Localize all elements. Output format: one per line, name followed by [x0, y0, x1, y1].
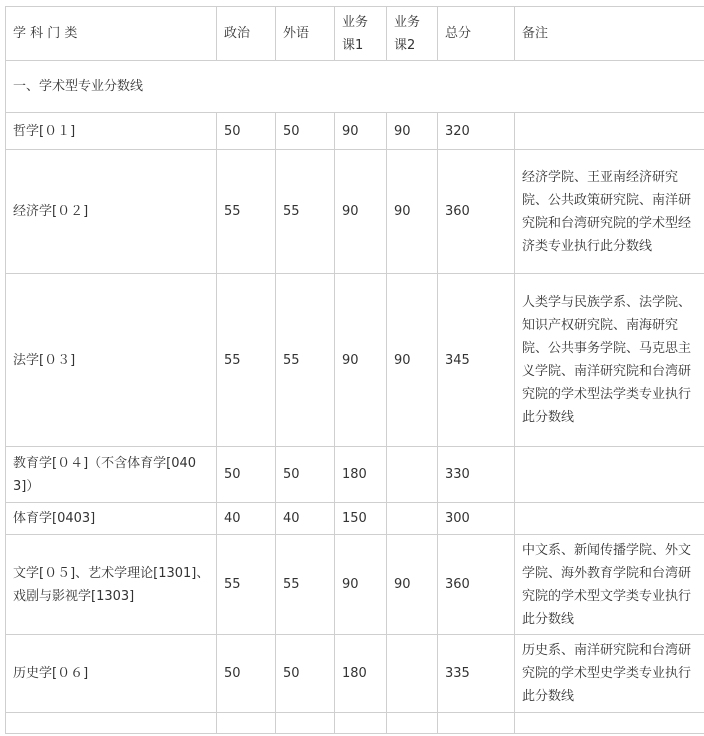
note-cell: [515, 113, 704, 150]
empty-cell: [276, 713, 335, 734]
empty-cell: [217, 713, 276, 734]
course2-cell: 90: [387, 274, 438, 447]
foreign-language-cell: 55: [276, 150, 335, 274]
politics-cell: 40: [217, 503, 276, 535]
empty-cell: [438, 713, 515, 734]
table-row: [6, 535, 704, 635]
politics-cell: 55: [217, 535, 276, 635]
header-course2: 业务课2: [387, 7, 438, 61]
discipline-cell: 体育学[0403]: [6, 503, 217, 535]
note-cell: 历史系、南洋研究院和台湾研究院的学术型史学类专业执行此分数线: [515, 635, 704, 713]
discipline-cell: 教育学[０４]（不含体育学[0403]）: [6, 447, 217, 503]
header-politics: 政治: [217, 7, 276, 61]
course2-cell: 90: [387, 535, 438, 635]
table-row: [6, 274, 704, 447]
score-table: [5, 6, 704, 734]
foreign-language-cell: 55: [276, 535, 335, 635]
empty-cell: [6, 713, 217, 734]
total-cell: 360: [438, 535, 515, 635]
discipline-cell: 法学[０３]: [6, 274, 217, 447]
course2-cell: [387, 635, 438, 713]
total-cell: 300: [438, 503, 515, 535]
header-total: 总分: [438, 7, 515, 61]
table-row: [6, 447, 704, 503]
total-cell: 345: [438, 274, 515, 447]
empty-cell: [515, 713, 704, 734]
course1-cell: 180: [335, 635, 387, 713]
course1-cell: 90: [335, 535, 387, 635]
table-row: [6, 150, 704, 274]
header-row: [6, 7, 704, 61]
course1-cell: 150: [335, 503, 387, 535]
table-row: [6, 503, 704, 535]
politics-cell: 50: [217, 635, 276, 713]
note-cell: 经济学院、王亚南经济研究院、公共政策研究院、南洋研究院和台湾研究院的学术型经济类专业执行此分数线: [515, 150, 704, 274]
empty-cell: [335, 713, 387, 734]
note-cell: [515, 447, 704, 503]
note-cell: [515, 503, 704, 535]
foreign-language-cell: 40: [276, 503, 335, 535]
section-row: [6, 61, 704, 113]
header-course1: 业务课1: [335, 7, 387, 61]
header-foreign-language: 外语: [276, 7, 335, 61]
table-row: [6, 113, 704, 150]
total-cell: 330: [438, 447, 515, 503]
note-cell: 中文系、新闻传播学院、外文学院、海外教育学院和台湾研究院的学术型文学类专业执行此分数线: [515, 535, 704, 635]
foreign-language-cell: 55: [276, 274, 335, 447]
foreign-language-cell: 50: [276, 635, 335, 713]
foreign-language-cell: 50: [276, 447, 335, 503]
empty-cell: [387, 713, 438, 734]
course1-cell: 90: [335, 150, 387, 274]
total-cell: 335: [438, 635, 515, 713]
politics-cell: 50: [217, 447, 276, 503]
header-discipline: 学 科 门 类: [6, 7, 217, 61]
course2-cell: [387, 447, 438, 503]
foreign-language-cell: 50: [276, 113, 335, 150]
section-title: 一、学术型专业分数线: [6, 61, 704, 113]
discipline-cell: 哲学[０１]: [6, 113, 217, 150]
politics-cell: 50: [217, 113, 276, 150]
discipline-cell: 文学[０５]、艺术学理论[1301]、戏剧与影视学[1303]: [6, 535, 217, 635]
course1-cell: 90: [335, 113, 387, 150]
header-note: 备注: [515, 7, 704, 61]
course1-cell: 180: [335, 447, 387, 503]
discipline-cell: 经济学[０２]: [6, 150, 217, 274]
table-row: [6, 635, 704, 713]
course2-cell: 90: [387, 113, 438, 150]
note-cell: 人类学与民族学系、法学院、知识产权研究院、南海研究院、公共事务学院、马克思主义学院、南洋研究院和台湾研究院的学术型法学类专业执行此分数线: [515, 274, 704, 447]
table-row-partial: [6, 713, 704, 734]
total-cell: 320: [438, 113, 515, 150]
politics-cell: 55: [217, 274, 276, 447]
course2-cell: 90: [387, 150, 438, 274]
course2-cell: [387, 503, 438, 535]
course1-cell: 90: [335, 274, 387, 447]
total-cell: 360: [438, 150, 515, 274]
politics-cell: 55: [217, 150, 276, 274]
discipline-cell: 历史学[０６]: [6, 635, 217, 713]
